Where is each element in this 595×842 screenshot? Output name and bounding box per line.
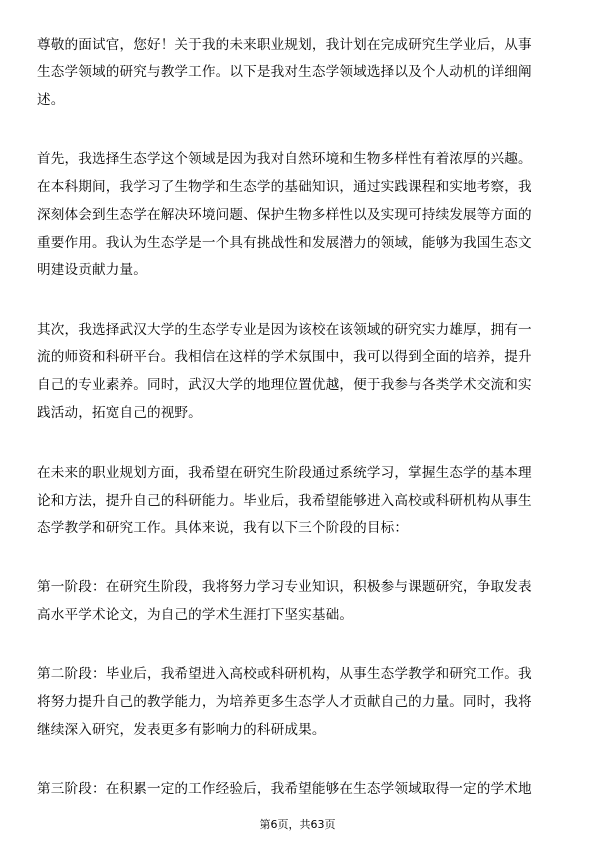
text-line: 第一阶段：在研究生阶段，我将努力学习专业知识，积极参与课题研究，争取发表 — [37, 579, 532, 595]
text-line: 重要作用。我认为生态学是一个具有挑战性和发展潜力的领域，能够为我国生态文 — [37, 235, 532, 251]
text-line: 继续深入研究，发表更多有影响力的科研成果。 — [37, 722, 326, 738]
text-line: 明建设贡献力量。 — [37, 262, 147, 278]
text-line: 第三阶段：在积累一定的工作经验后，我希望能够在生态学领域取得一定的学术地 — [37, 781, 532, 797]
text-line: 首先，我选择生态学这个领域是因为我对自然环境和生物多样性有着浓厚的兴趣。 — [37, 151, 532, 167]
text-line: 第二阶段：毕业后，我希望进入高校或科研机构，从事生态学教学和研究工作。我 — [37, 666, 532, 682]
text-line: 论和方法，提升自己的科研能力。毕业后，我希望能够进入高校或科研机构从事生 — [37, 493, 532, 509]
text-line: 其次，我选择武汉大学的生态学专业是因为该校在该领域的研究实力雄厚，拥有一 — [37, 322, 532, 338]
text-line: 述。 — [37, 92, 65, 108]
text-line: 在未来的职业规划方面，我希望在研究生阶段通过系统学习，掌握生态学的基本理 — [37, 465, 532, 481]
text-line: 践活动，拓宽自己的视野。 — [37, 405, 202, 421]
text-line: 在本科期间，我学习了生物学和生态学的基础知识，通过实践课程和实地考察，我 — [37, 179, 532, 195]
text-line: 生态学领域的研究与教学工作。以下是我对生态学领域选择以及个人动机的详细阐 — [37, 64, 532, 80]
text-line: 将努力提升自己的教学能力，为培养更多生态学人才贡献自己的力量。同时，我将 — [37, 694, 532, 710]
text-line: 高水平学术论文，为自己的学术生涯打下坚实基础。 — [37, 607, 354, 623]
text-line: 态学教学和研究工作。具体来说，我有以下三个阶段的目标： — [37, 520, 409, 536]
text-line: 深刻体会到生态学在解决环境问题、保护生物多样性以及实现可持续发展等方面的 — [37, 207, 532, 223]
text-line: 自己的专业素养。同时，武汉大学的地理位置优越，便于我参与各类学术交流和实 — [37, 377, 532, 393]
text-line: 尊敬的面试官，您好！关于我的未来职业规划，我计划在完成研究生学业后，从事 — [37, 37, 532, 53]
page-number: 第6页，共63页 — [259, 818, 336, 831]
text-line: 流的师资和科研平台。我相信在这样的学术氛围中，我可以得到全面的培养，提升 — [37, 349, 532, 365]
